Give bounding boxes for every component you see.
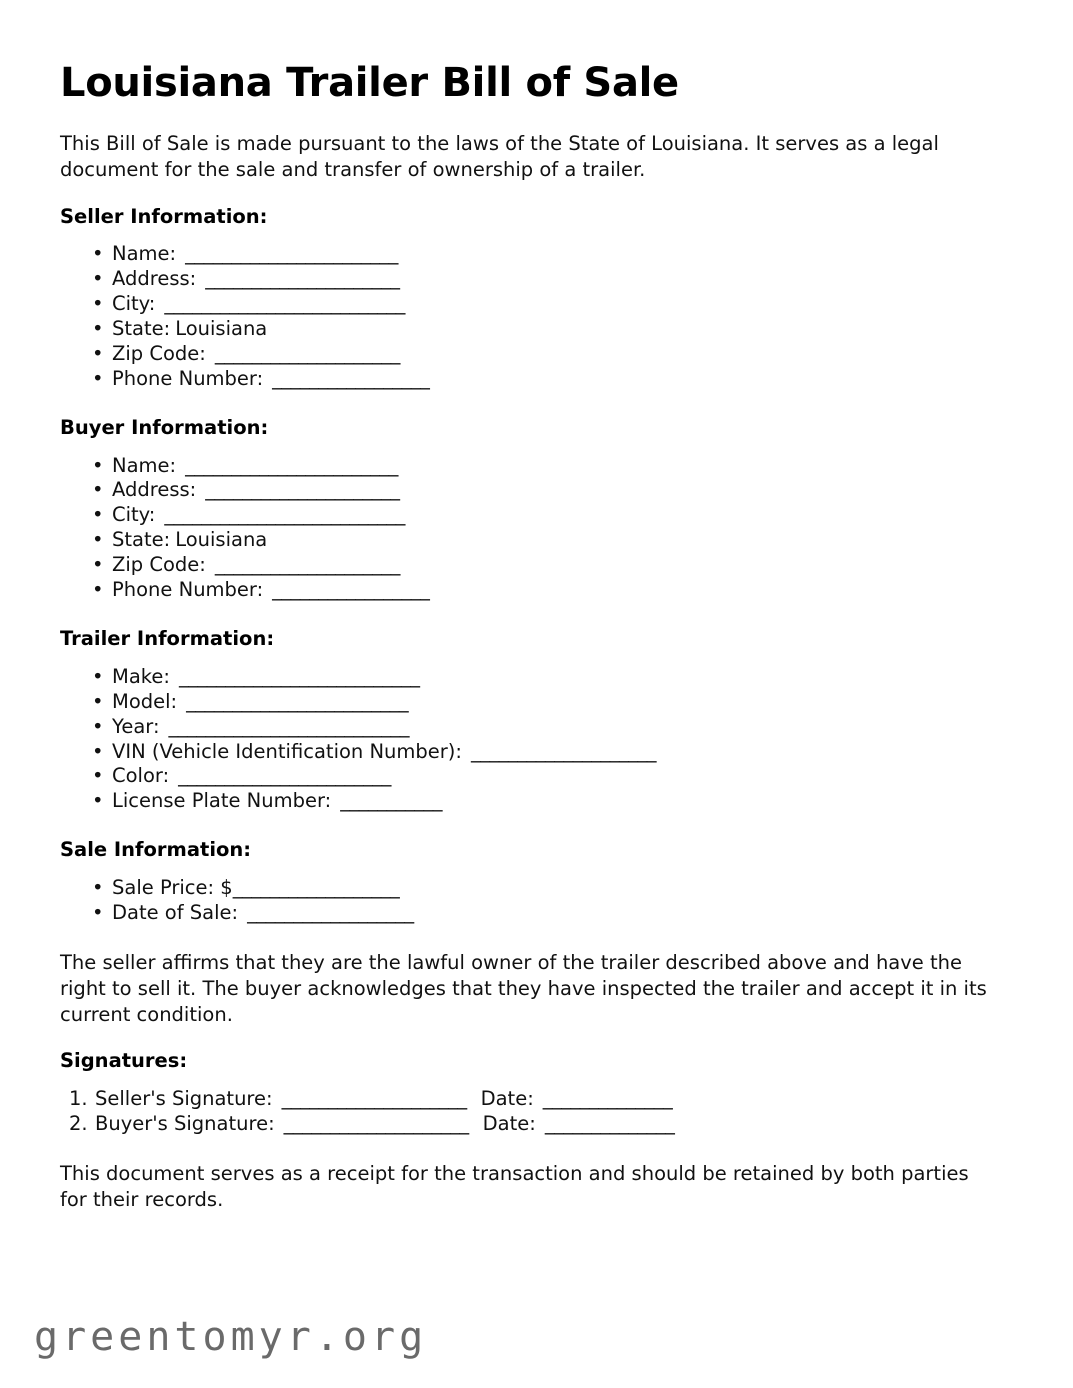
field-blank: _________________ xyxy=(272,578,430,602)
field-label: Phone Number: xyxy=(112,367,264,391)
list-item xyxy=(112,901,1001,926)
field-blank: _____________________ xyxy=(205,478,400,502)
field-blank: ________________________ xyxy=(186,689,409,713)
list-item xyxy=(112,764,1001,789)
affirmation-paragraph: The seller affirms that they are the lawful owner of the trailer described above and have the right to sell it. The buyer acknowledges that they have inspected the trailer and accept it in its current condition. xyxy=(60,950,987,1026)
field-blank: _______________________ xyxy=(178,764,391,788)
section-heading-trailer: Trailer Information: xyxy=(60,627,275,651)
field-blank: __________________________ xyxy=(164,503,405,527)
list-item xyxy=(112,242,1001,267)
field-blank: __________________ xyxy=(247,900,414,924)
list-item xyxy=(112,789,1001,814)
field-label: Year: xyxy=(112,714,160,738)
field-label: Model: xyxy=(112,689,178,713)
closing-paragraph: This document serves as a receipt for the transaction and should be retained by both parties for their records. xyxy=(60,1161,969,1211)
field-blank: __________________________ xyxy=(164,292,405,316)
field-blank: ____________________ xyxy=(470,739,656,763)
field-value: Louisiana xyxy=(175,317,268,341)
section-heading-seller: Seller Information: xyxy=(60,205,268,229)
field-label: City: xyxy=(112,503,156,527)
field-label: Date of Sale: xyxy=(112,900,239,924)
signature-blank: ____________________ xyxy=(281,1086,467,1110)
field-label: Address: xyxy=(112,267,197,291)
date-blank: ______________ xyxy=(544,1111,675,1135)
field-blank: _______________________ xyxy=(185,453,398,477)
signature-blank: ____________________ xyxy=(283,1111,469,1135)
field-label: Phone Number: xyxy=(112,578,264,602)
field-label: VIN (Vehicle Identification Number): xyxy=(112,739,462,763)
field-label: Sale Price: $ xyxy=(112,875,233,899)
field-blank: __________________________ xyxy=(168,714,410,738)
list-item xyxy=(112,578,1001,603)
sale-field-list xyxy=(60,876,1001,926)
field-label: State: xyxy=(112,528,171,552)
date-label: Date: xyxy=(480,1086,534,1110)
list-item xyxy=(112,267,1001,292)
signature-list xyxy=(60,1087,1001,1137)
list-item xyxy=(112,715,1001,740)
field-blank: _____________________ xyxy=(205,267,400,291)
list-item xyxy=(112,665,1001,690)
list-item xyxy=(95,1087,1001,1112)
signature-label: Seller's Signature: xyxy=(95,1086,273,1110)
field-label: Name: xyxy=(112,242,177,266)
section-heading-buyer: Buyer Information: xyxy=(60,416,269,440)
field-label: State: xyxy=(112,317,171,341)
field-label: License Plate Number: xyxy=(112,789,332,813)
field-label: Zip Code: xyxy=(112,553,206,577)
field-blank: _______________________ xyxy=(185,242,398,266)
list-item xyxy=(112,342,1001,367)
field-blank: _________________ xyxy=(272,367,430,391)
field-label: City: xyxy=(112,292,156,316)
field-value: Louisiana xyxy=(175,528,268,552)
list-item xyxy=(112,317,1001,342)
buyer-field-list xyxy=(60,454,1001,604)
date-blank: ______________ xyxy=(542,1086,673,1110)
intro-paragraph: This Bill of Sale is made pursuant to the laws of the State of Louisiana. It serves as a legal document for the sale and transfer of ownership of a trailer. xyxy=(60,132,939,182)
field-label: Name: xyxy=(112,453,177,477)
signature-label: Buyer's Signature: xyxy=(95,1111,275,1135)
field-blank: ____________________ xyxy=(214,342,400,366)
field-label: Color: xyxy=(112,764,170,788)
list-item xyxy=(112,367,1001,392)
list-item xyxy=(95,1112,1001,1137)
list-item xyxy=(112,528,1001,553)
list-item xyxy=(112,876,1001,901)
list-item xyxy=(112,478,1001,503)
site-watermark: greentomyr.org xyxy=(34,1314,428,1360)
field-blank: ____________________ xyxy=(214,553,400,577)
field-blank: __________________________ xyxy=(178,664,420,688)
section-heading-signatures: Signatures: xyxy=(60,1049,188,1073)
section-heading-sale: Sale Information: xyxy=(60,838,252,862)
field-label: Zip Code: xyxy=(112,342,206,366)
trailer-field-list xyxy=(60,665,1001,815)
field-blank: __________________ xyxy=(232,875,400,899)
list-item xyxy=(112,740,1001,765)
list-item xyxy=(112,292,1001,317)
seller-field-list xyxy=(60,242,1001,392)
field-label: Make: xyxy=(112,664,170,688)
field-label: Address: xyxy=(112,478,197,502)
list-item xyxy=(112,454,1001,479)
list-item xyxy=(112,690,1001,715)
field-blank: ___________ xyxy=(340,789,442,813)
list-item xyxy=(112,503,1001,528)
date-label: Date: xyxy=(482,1111,536,1135)
list-item xyxy=(112,553,1001,578)
page-title: Louisiana Trailer Bill of Sale xyxy=(60,60,679,106)
